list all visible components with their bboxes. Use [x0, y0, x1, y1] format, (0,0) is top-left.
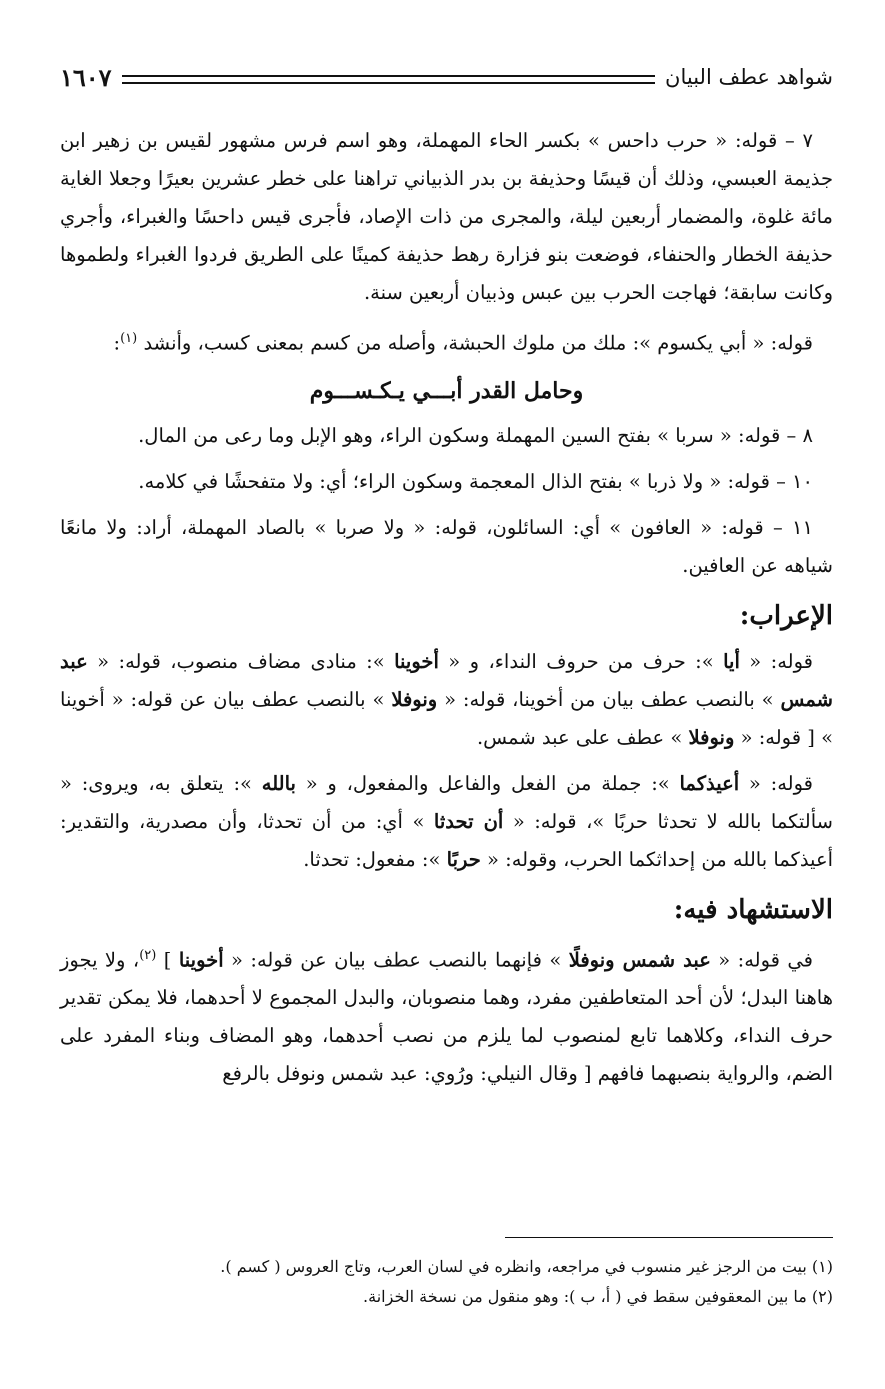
paragraph-colon: :	[113, 331, 121, 355]
footnote-ref-2[interactable]: (٢)	[139, 947, 157, 963]
irab-paragraph-1	[60, 643, 833, 757]
irab-1-b: أيا	[723, 649, 740, 673]
istishhad-e: ]	[156, 948, 179, 971]
page-number: ١٦٠٧	[60, 62, 112, 92]
section-heading-irab: الإعراب:	[739, 600, 833, 631]
irab-1-k: » عطف على عبد شمس.	[476, 725, 689, 749]
page-header	[60, 62, 833, 92]
irab-1-e: »: منادى مضاف منصوب، قوله: «	[87, 649, 395, 673]
irab-1-a: قوله: «	[739, 649, 813, 673]
paragraph-abi-yaksum	[60, 320, 833, 363]
paragraph-10: ١٠ – قوله: « ولا ذربا » بفتح الذال المعجمة وسكون الراء؛ أي: ولا متفحشًا في كلامه.	[138, 469, 813, 493]
footnote-ref-1[interactable]: (١)	[120, 331, 138, 346]
irab-1-i: » بالنصب عطف بيان عن قوله: « أخوينا » [ قوله: «	[60, 687, 833, 749]
istishhad-f: ، ولا يجوز هاهنا البدل؛ لأن أحد المتعاطفين مفرد، وهما منصوبان، والبدل المجموع لا أحدهما، فلا يمكن تقدير حرف النداء، وكلاهما تابع لمنصوب لما يلزم من نصب أحدهما، وهو المضاف وبناء المفرد على الضم، والرواية بنصبهما فافهم [ وقال النيلي: ورُوي: عبد شمس ونوفل بالرفع	[60, 948, 833, 1085]
irab-2-f: أن تحدثا	[433, 809, 504, 833]
irab-2-g: » أي: من أن تحدثا، وأن مصدرية، والتقدير: أعيذكما بالله من إحداثكما الحرب، وقوله: «	[60, 809, 833, 871]
irab-2-c: »: جملة من الفعل والفاعل والمفعول، و «	[295, 771, 680, 795]
section-heading-istishhad: الاستشهاد فيه:	[673, 894, 833, 925]
irab-2-d: بالله	[261, 771, 296, 795]
irab-1-h: ونوفلا	[391, 687, 438, 711]
footnote-1: (١) بيت من الرجز غير منسوب في مراجعه، وانظره في لسان العرب، وتاج العروس ( كسم ).	[220, 1257, 833, 1276]
irab-2-h: حربًا	[446, 847, 481, 871]
running-title: شواهد عطف البيان	[665, 65, 833, 89]
irab-2-b: أعيذكما	[679, 771, 740, 795]
istishhad-paragraph	[60, 937, 833, 1094]
irab-paragraph-2	[60, 765, 833, 879]
main-text	[60, 122, 833, 1101]
verse-line: وحامل القدر أبـــي يـكـســـوم	[309, 377, 584, 404]
istishhad-c: » فإنهما بالنصب عطف بيان عن قوله: «	[223, 948, 569, 971]
paragraph-8: ٨ – قوله: « سربا » بفتح السين المهملة وسكون الراء، وهو الإبل وما رعى من المال.	[138, 423, 813, 447]
istishhad-a: في قوله: «	[710, 948, 813, 971]
irab-1-j: ونوفلا	[688, 725, 735, 749]
irab-1-f: عبد شمس	[60, 649, 833, 711]
header-rule	[122, 75, 655, 84]
paragraph-abi-yaksum-text: قوله: « أبي يكسوم »: ملك من ملوك الحبشة، وأصله من كسم بمعنى كسب، وأنشد	[143, 331, 813, 355]
footnotes	[60, 1252, 833, 1312]
irab-2-i: »: مفعول: تحدثا.	[303, 847, 447, 871]
irab-1-c: »: حرف من حروف النداء، و «	[438, 649, 724, 673]
irab-1-d: أخوينا	[394, 649, 439, 673]
irab-2-e: »: يتعلق به، ويروى: « سألتكما بالله لا تحدثا حربًا »، قوله: «	[60, 771, 833, 833]
footnote-2: (٢) ما بين المعقوفين سقط في ( أ، ب ): وهو منقول من نسخة الخزانة.	[363, 1287, 833, 1306]
irab-2-a: قوله: «	[739, 771, 813, 795]
istishhad-d: أخوينا	[178, 948, 224, 971]
paragraph-7: ٧ – قوله: « حرب داحس » بكسر الحاء المهملة، وهو اسم فرس مشهور لقيس بن زهير ابن جذيمة العبسي، وذلك أن قيسًا وحذيفة بن بدر الذبياني تراهنا على خطر عشرين بعيرًا وجعلا الغاية مائة غلوة، والمضمار أربعين ليلة، والمجرى من ذات الإصاد، فأجرى قيس داحسًا والغبراء، وأجري حذيفة الخطار والحنفاء، فوضعت بنو فزارة رهط حذيفة كمينًا على الطريق فردوا الغبراء ولطموها وكانت سابقة؛ فهاجت الحرب بين عبس وذبيان أربعين سنة.	[60, 129, 833, 304]
paragraph-11: ١١ – قوله: « العافون » أي: السائلون، قوله: « ولا صربا » بالصاد المهملة، أراد: ولا مانعًا شياهه عن العافين.	[60, 515, 833, 577]
irab-1-g: » بالنصب عطف بيان من أخوينا، قوله: «	[437, 687, 781, 711]
istishhad-b: عبد شمس ونوفلًا	[568, 948, 711, 971]
footnote-divider	[505, 1237, 833, 1238]
